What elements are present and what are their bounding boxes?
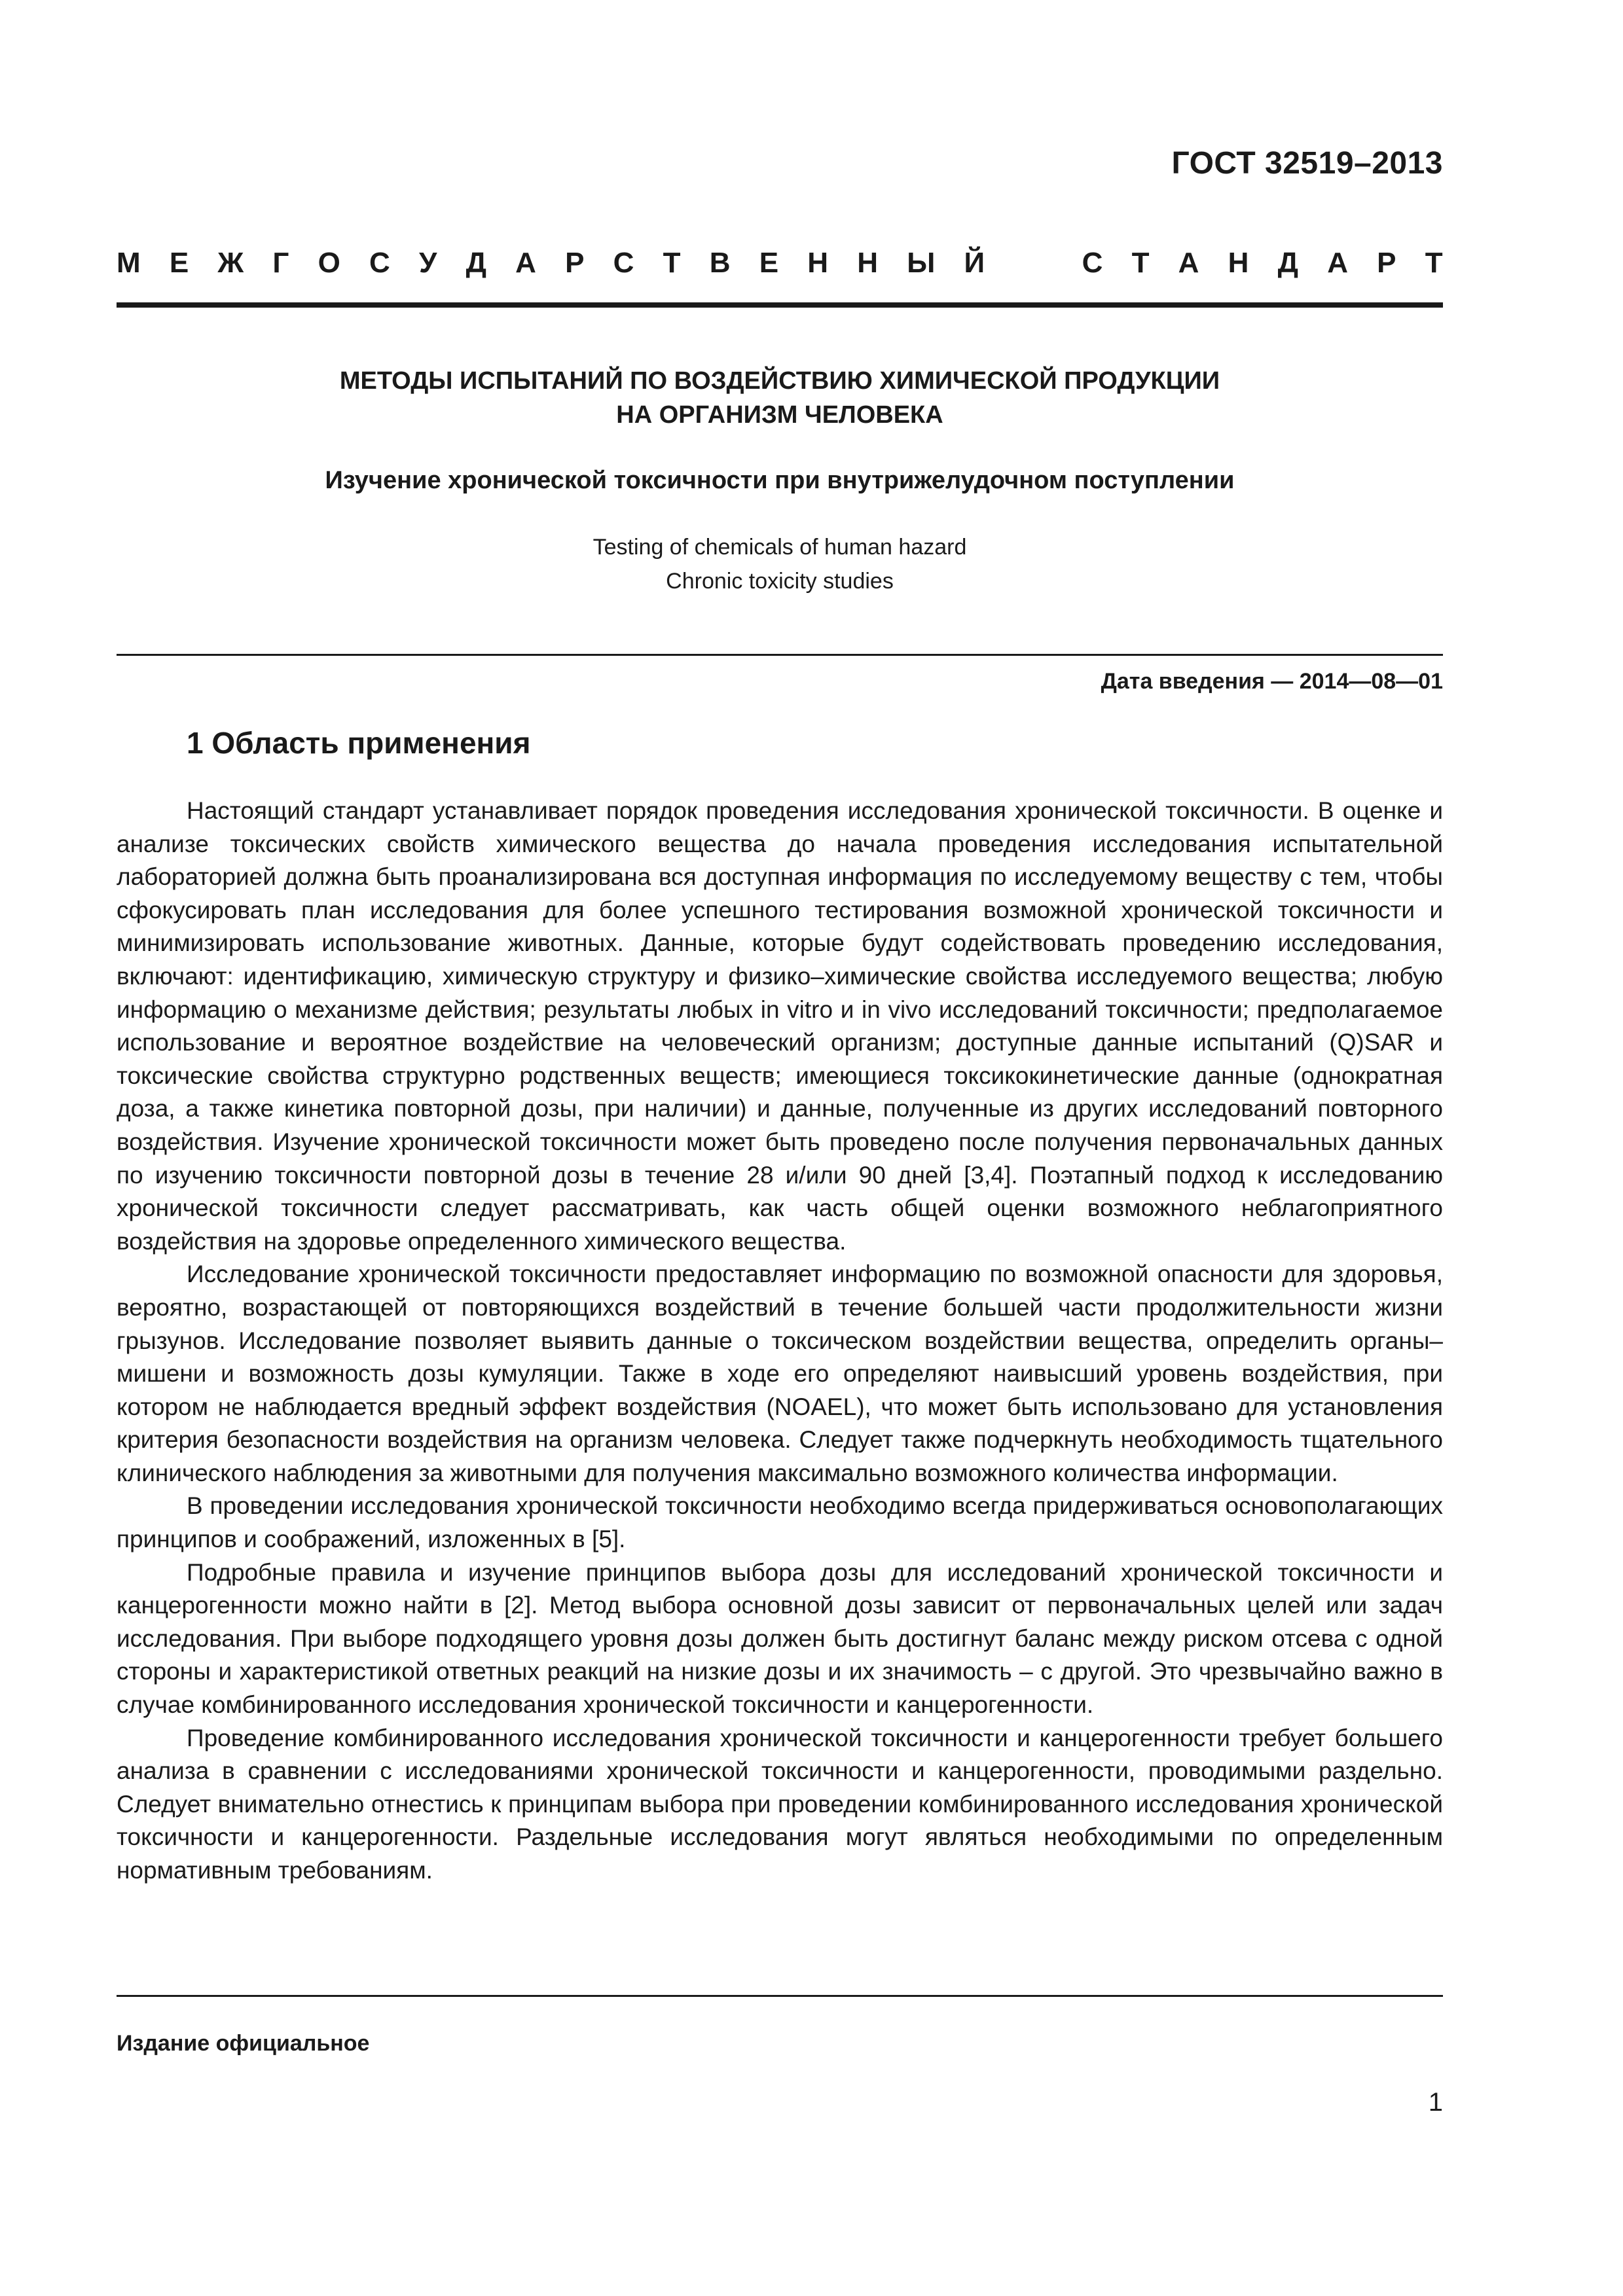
banner-letter: М	[117, 247, 141, 279]
banner-letter: Г	[272, 247, 289, 279]
banner-letter: Н	[857, 247, 879, 279]
banner-letter: Е	[169, 247, 189, 279]
body-paragraph: Подробные правила и изучение принципов выбора дозы для исследований хронической токсичности и канцерогенности можно найти в [2]. Метод выбора основной дозы зависит от первоначальных целей или задач исследования. При выборе подходящего уровня дозы должен быть достигнут баланс между риском отсева с одной стороны и характеристикой ответных реакций на низкие дозы и их значимость – с другой. Это чрезвычайно важно в случае комбинированного исследования хронической токсичности и канцерогенности.	[117, 1558, 1443, 1719]
body-paragraph: Проведение комбинированного исследования хронической токсичности и канцерогенности требует большего анализа в сравнении с исследованиями хронической токсичности и канцерогенности, проводимыми раздельно. Следует внимательно отнестись к принципам выбора при проведении комбинированного исследования хронической токсичности и канцерогенности. Раздельные исследования могут являться необходимыми по определенным нормативным требованиям.	[117, 1724, 1443, 1884]
banner-letter: Т	[663, 247, 681, 279]
title-line: МЕТОДЫ ИСПЫТАНИЙ ПО ВОЗДЕЙСТВИЮ ХИМИЧЕСКОЙ ПРОДУКЦИИ	[339, 367, 1220, 395]
banner-letter: У	[418, 247, 437, 279]
page-number: 1	[1428, 2088, 1443, 2117]
section-heading: 1 Область применения	[187, 726, 531, 760]
banner-letter: Р	[565, 247, 585, 279]
banner-letter: Н	[807, 247, 829, 279]
introduction-date: Дата введения — 2014—08—01	[1101, 669, 1443, 694]
header-divider	[117, 302, 1443, 308]
body-paragraph: Исследование хронической токсичности предоставляет информацию по возможной опасности для здоровья, вероятно, возрастающей от повторяющихся воздействий в течение большей части продолжительности жизни грызунов. Исследование позволяет выявить данные о токсическом воздействии вещества, определить органы–мишени и возможность дозы кумуляции. Также в ходе его определяют наивысший уровень воздействия, при котором не наблюдается вредный эффект воздействия (NOAEL), что может быть использовано для установления критерия безопасности воздействия на организм человека. Следует также подчеркнуть необходимость тщательного клинического наблюдения за животными для получения максимально возможного количества информации.	[117, 1261, 1443, 1486]
english-title	[117, 530, 1443, 598]
banner-letter: А	[515, 247, 536, 279]
banner-letter: А	[1178, 247, 1199, 279]
banner-letter: В	[709, 247, 731, 279]
title-block	[117, 364, 1443, 598]
standard-type-banner	[117, 243, 1443, 283]
english-title-line: Chronic toxicity studies	[666, 569, 894, 594]
banner-letter: Д	[465, 247, 486, 279]
document-id: ГОСТ 32519–2013	[1171, 146, 1443, 181]
banner-letter: Т	[1131, 247, 1150, 279]
title-divider	[117, 654, 1443, 656]
banner-letter: Н	[1228, 247, 1249, 279]
banner-letter: С	[1082, 247, 1103, 279]
body-paragraph: Настоящий стандарт устанавливает порядок проведения исследования хронической токсичности. В оценке и анализе токсических свойств химического вещества до начала проведения исследования испытательной лабораторией должна быть проанализирована вся доступная информация по исследуемому веществу с тем, чтобы сфокусировать план исследования для более успешного тестирования возможной хронической токсичности и минимизировать использование животных. Данные, которые будут содействовать проведению исследования, включают: идентификацию, химическую структуру и физико–химические свойства исследуемого вещества; любую информацию о механизме действия; результаты любых in vitro и in vivo исследований токсичности; предполагаемое использование и вероятное воздействие на человеческий организм; доступные данные испытаний (Q)SAR и токсические свойства структурно родственных веществ; имеющиеся токсикокинетические данные (однократная доза, а также кинетика повторной дозы, при наличии) и данные, полученные из других исследований повторного воздействия. Изучение хронической токсичности может быть проведено после получения первоначальных данных по изучению токсичности повторной дозы в течение 28 и/или 90 дней [3,4]. Поэтапный подход к исследованию хронической токсичности следует рассматривать, как часть общей оценки возможного неблагоприятного воздействия на здоровье определенного химического вещества.	[117, 797, 1443, 1255]
footer-divider	[117, 1995, 1443, 1997]
banner-letter: С	[369, 247, 390, 279]
title-line: НА ОРГАНИЗМ ЧЕЛОВЕКА	[616, 401, 943, 429]
document-title	[117, 364, 1443, 432]
banner-letter: Е	[759, 247, 779, 279]
document-subtitle: Изучение хронической токсичности при внутрижелудочном поступлении	[325, 467, 1235, 494]
banner-letter: Ы	[907, 247, 936, 279]
section-body	[117, 795, 1443, 1888]
english-title-line: Testing of chemicals of human hazard	[593, 535, 967, 560]
banner-letter: Д	[1277, 247, 1298, 279]
banner-letter: С	[613, 247, 634, 279]
banner-letter: Ж	[217, 247, 244, 279]
banner-letter: Т	[1425, 247, 1443, 279]
banner-letter: А	[1327, 247, 1348, 279]
edition-label: Издание официальное	[117, 2031, 370, 2056]
banner-letter: О	[318, 247, 340, 279]
banner-letter: Р	[1377, 247, 1396, 279]
body-paragraph: В проведении исследования хронической токсичности необходимо всегда придерживаться основополагающих принципов и соображений, изложенных в [5].	[117, 1492, 1443, 1553]
banner-letter: Й	[964, 247, 985, 279]
